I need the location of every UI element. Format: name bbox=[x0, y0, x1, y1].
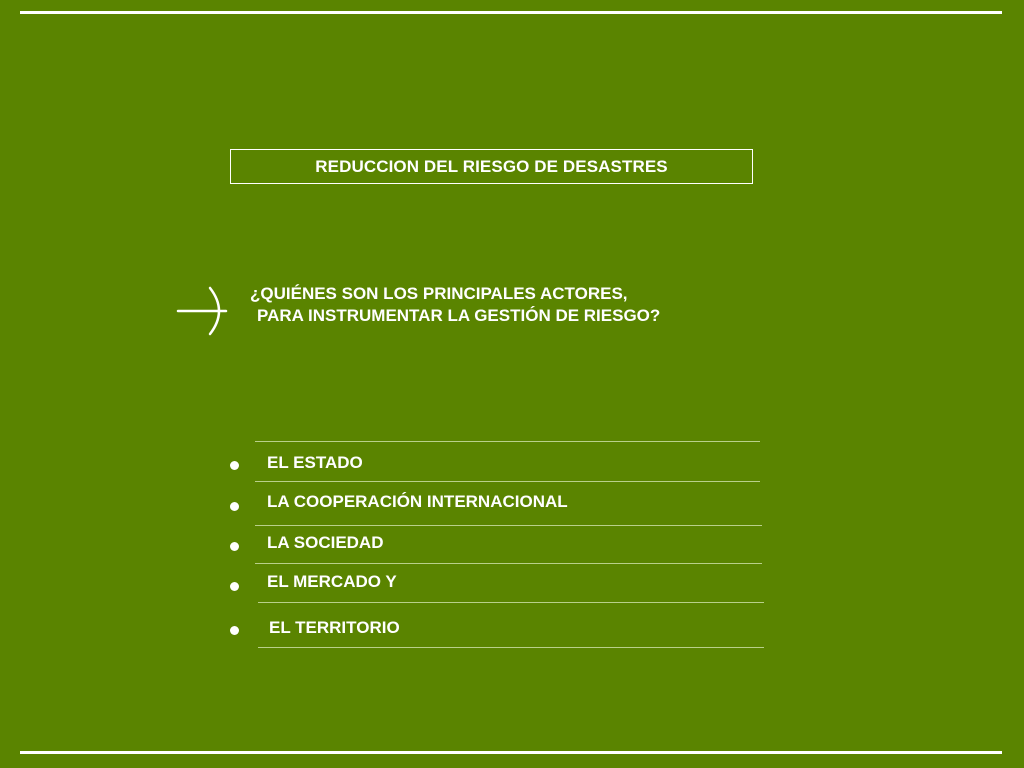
list-item: EL TERRITORIO bbox=[269, 618, 400, 637]
slide-title-box bbox=[230, 149, 753, 184]
bottom-divider bbox=[20, 751, 1002, 754]
list-divider bbox=[255, 525, 762, 526]
bullet-icon bbox=[230, 542, 239, 551]
list-divider bbox=[255, 481, 760, 482]
bullet-icon bbox=[230, 582, 239, 591]
question-text bbox=[250, 283, 660, 327]
list-item: LA SOCIEDAD bbox=[267, 533, 384, 552]
list-divider bbox=[255, 563, 762, 564]
bullet-icon bbox=[230, 461, 239, 470]
top-divider bbox=[20, 11, 1002, 14]
question-line-1: ¿QUIÉNES SON LOS PRINCIPALES ACTORES, bbox=[250, 284, 628, 303]
bullet-icon bbox=[230, 502, 239, 511]
list-divider bbox=[258, 647, 764, 648]
right-arrow-icon bbox=[176, 285, 230, 337]
list-item: EL ESTADO bbox=[267, 453, 363, 472]
list-item: EL MERCADO Y bbox=[267, 572, 397, 591]
list-divider bbox=[258, 602, 764, 603]
slide-title: REDUCCION DEL RIESGO DE DESASTRES bbox=[315, 156, 668, 176]
bullet-icon bbox=[230, 626, 239, 635]
list-divider bbox=[255, 441, 760, 442]
question-line-2: PARA INSTRUMENTAR LA GESTIÓN DE RIESGO? bbox=[257, 306, 661, 325]
list-item: LA COOPERACIÓN INTERNACIONAL bbox=[267, 492, 568, 511]
